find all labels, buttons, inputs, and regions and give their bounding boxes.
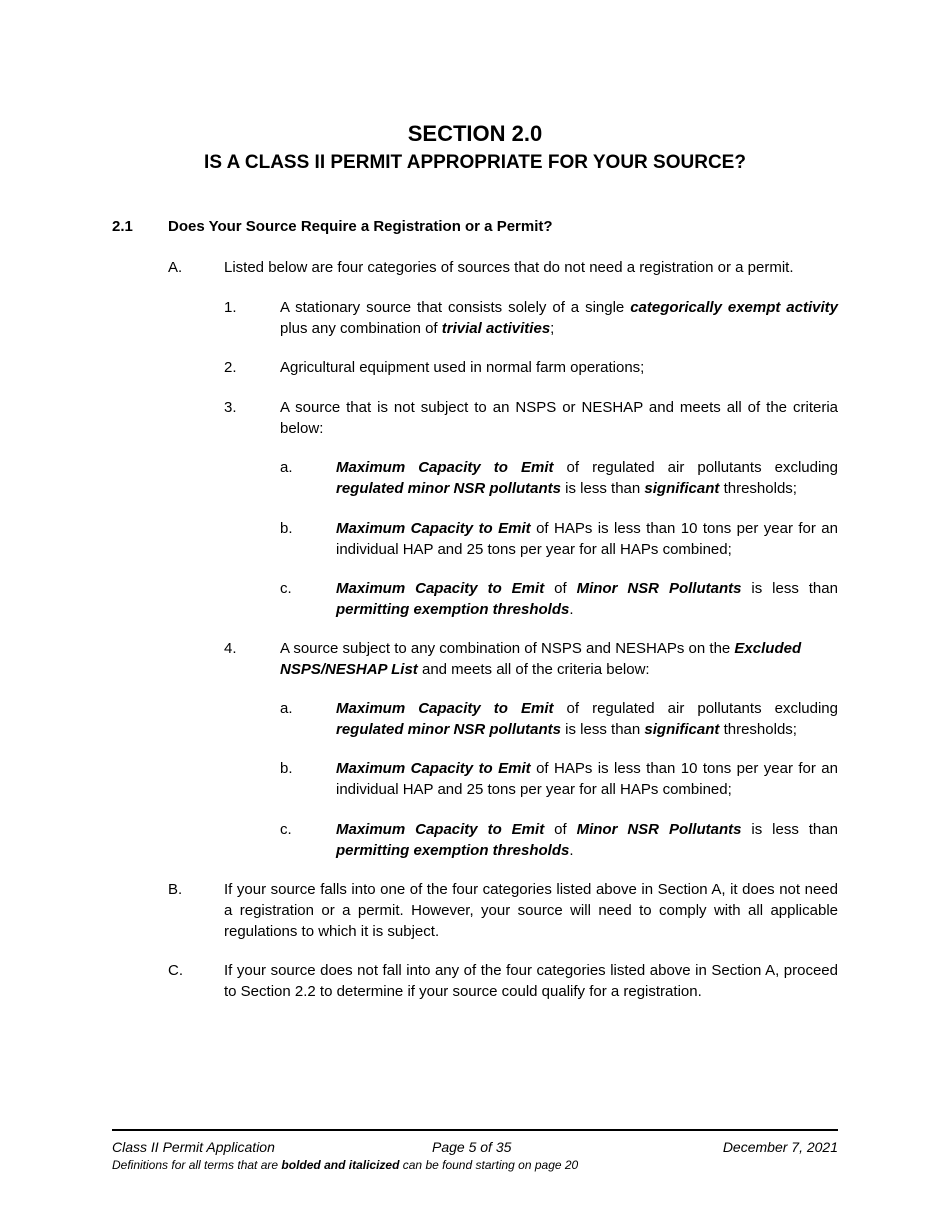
subsection-title: Does Your Source Require a Registration or a Permit? bbox=[168, 218, 553, 235]
list-item-A2 bbox=[224, 357, 838, 378]
subsection-number: 2.1 bbox=[112, 218, 133, 235]
list-item-A3 bbox=[224, 397, 838, 439]
list-item-A4b bbox=[280, 758, 838, 800]
defined-term: regulated minor NSR pollutants bbox=[336, 721, 562, 738]
footer-divider bbox=[112, 1129, 838, 1131]
footer-page-number: Page 5 of 35 bbox=[432, 1139, 512, 1155]
list-text: Maximum Capacity to Emit of HAPs is less than 10 tons per year for an individual HAP and 25 tons per year for all HAPs combined; bbox=[336, 760, 838, 798]
defined-term: permitting exemption thresholds bbox=[336, 842, 570, 859]
list-item-C bbox=[168, 960, 838, 1002]
defined-term: significant bbox=[644, 480, 720, 497]
defined-term: Maximum Capacity to Emit bbox=[336, 459, 554, 476]
defined-term: Minor NSR Pollutants bbox=[576, 580, 742, 597]
list-text: If your source falls into one of the four categories listed above in Section A, it does not need a registration or a permit. However, your source will need to comply with all applicable regulations to which it is subject. bbox=[224, 881, 838, 940]
defined-term: trivial activities bbox=[441, 320, 551, 337]
list-label: 2. bbox=[224, 359, 237, 376]
list-label: c. bbox=[280, 580, 292, 597]
defined-term: significant bbox=[644, 721, 720, 738]
list-text: Maximum Capacity to Emit of HAPs is less than 10 tons per year for an individual HAP and 25 tons per year for all HAPs combined; bbox=[336, 520, 838, 558]
list-label: 3. bbox=[224, 399, 237, 416]
defined-term: Maximum Capacity to Emit bbox=[336, 821, 545, 838]
defined-term: Excluded NSPS/NESHAP List bbox=[280, 640, 802, 678]
list-item-A4 bbox=[224, 638, 838, 680]
list-item-A4a bbox=[280, 698, 838, 740]
list-text: Maximum Capacity to Emit of Minor NSR Pollutants is less than permitting exemption thresholds. bbox=[336, 580, 838, 618]
list-text: If your source does not fall into any of the four categories listed above in Section A, proceed to Section 2.2 to determine if your source could qualify for a registration. bbox=[224, 962, 838, 1000]
list-item-A4c bbox=[280, 819, 838, 861]
list-item-A3b bbox=[280, 518, 838, 560]
defined-term: Maximum Capacity to Emit bbox=[336, 520, 531, 537]
list-label: a. bbox=[280, 700, 293, 717]
list-label: b. bbox=[280, 520, 293, 537]
defined-term: Maximum Capacity to Emit bbox=[336, 580, 545, 597]
list-text: A stationary source that consists solely of a single categorically exempt activity plus any combination of trivial activities; bbox=[280, 299, 838, 337]
list-item-B bbox=[168, 879, 838, 942]
list-label: 4. bbox=[224, 640, 237, 657]
footer-date: December 7, 2021 bbox=[722, 1139, 838, 1155]
section-subtitle: IS A CLASS II PERMIT APPROPRIATE FOR YOUR SOURCE? bbox=[204, 152, 746, 173]
list-text: A source that is not subject to an NSPS or NESHAP and meets all of the criteria below: bbox=[280, 399, 838, 437]
list-label: b. bbox=[280, 760, 293, 777]
defined-term: regulated minor NSR pollutants bbox=[336, 480, 562, 497]
list-label: B. bbox=[168, 881, 183, 898]
list-label: 1. bbox=[224, 299, 237, 316]
defined-term: Maximum Capacity to Emit bbox=[336, 700, 554, 717]
list-label: c. bbox=[280, 821, 292, 838]
list-item-A3c bbox=[280, 578, 838, 620]
defined-term: permitting exemption thresholds bbox=[336, 601, 570, 618]
footer-bold-term: bolded and italicized bbox=[281, 1158, 400, 1172]
list-text: Listed below are four categories of sources that do not need a registration or a permit. bbox=[224, 259, 794, 276]
list-text: Maximum Capacity to Emit of regulated air pollutants excluding regulated minor NSR pollutants is less than significant thresholds; bbox=[336, 459, 838, 497]
footer-document-title: Class II Permit Application bbox=[112, 1139, 275, 1155]
list-text: A source subject to any combination of NSPS and NESHAPs on the Excluded NSPS/NESHAP List and meets all of the criteria below: bbox=[280, 640, 802, 678]
section-heading: SECTION 2.0 bbox=[407, 121, 543, 146]
list-label: a. bbox=[280, 459, 293, 476]
list-label: C. bbox=[168, 962, 183, 979]
list-item-A1 bbox=[224, 297, 838, 339]
defined-term: categorically exempt activity bbox=[630, 299, 838, 316]
defined-term: Maximum Capacity to Emit bbox=[336, 760, 531, 777]
list-item-A bbox=[168, 257, 838, 278]
list-text: Maximum Capacity to Emit of regulated air pollutants excluding regulated minor NSR pollutants is less than significant thresholds; bbox=[336, 700, 838, 738]
list-text: Agricultural equipment used in normal farm operations; bbox=[280, 359, 645, 376]
footer-definitions-note: Definitions for all terms that are bolded and italicized can be found starting on page 20 bbox=[112, 1158, 579, 1172]
list-item-A3a bbox=[280, 457, 838, 499]
defined-term: Minor NSR Pollutants bbox=[576, 821, 742, 838]
list-text: Maximum Capacity to Emit of Minor NSR Pollutants is less than permitting exemption thresholds. bbox=[336, 821, 838, 859]
list-label: A. bbox=[168, 259, 183, 276]
